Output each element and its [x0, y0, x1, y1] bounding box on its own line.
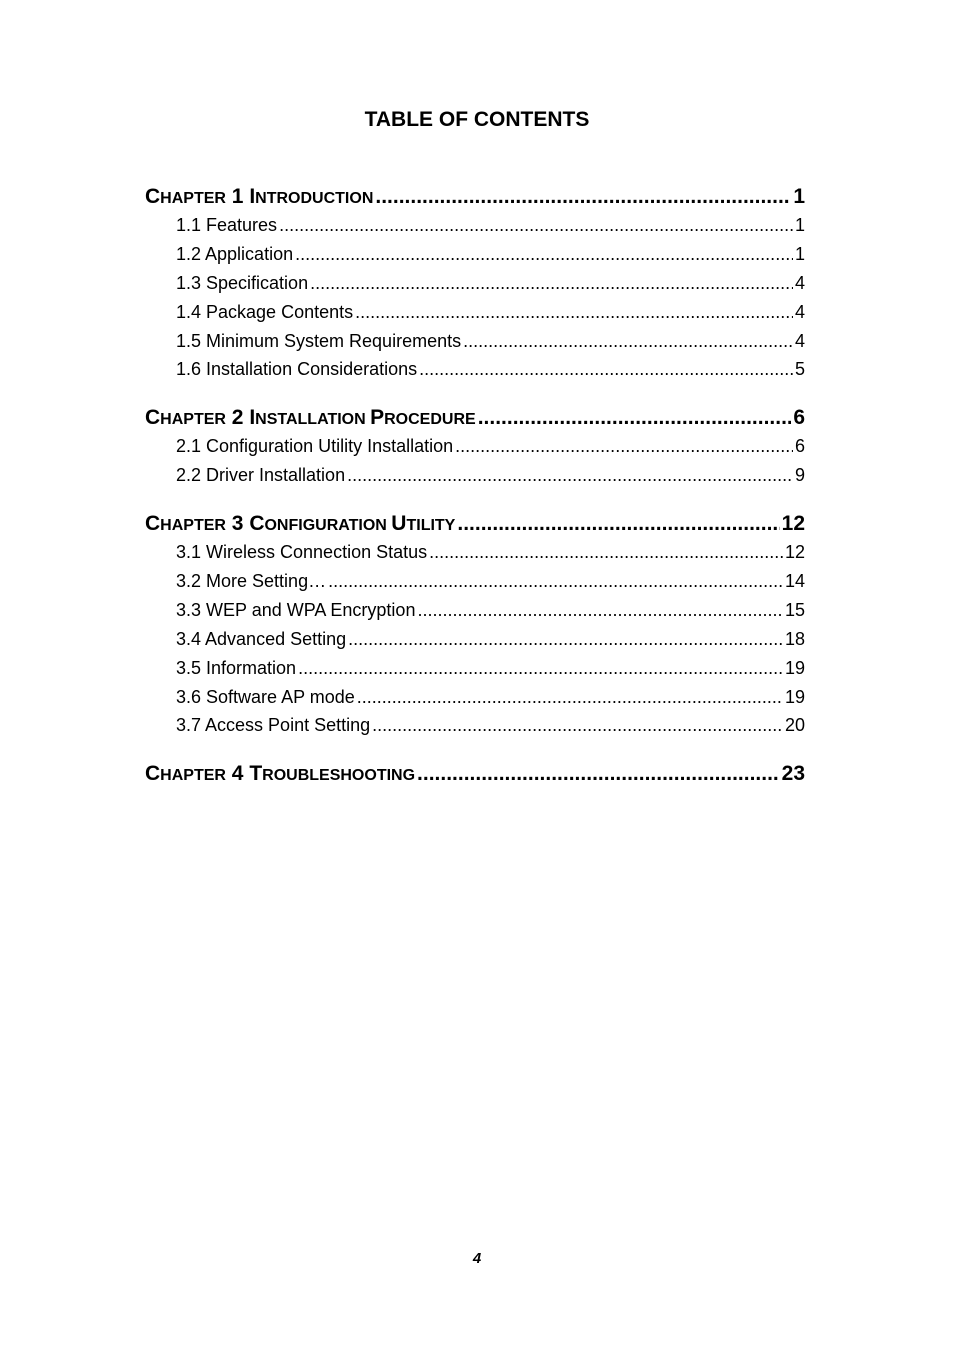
dot-leader — [279, 211, 793, 240]
section-label: 1.3 Specification — [176, 272, 309, 293]
toc-section[interactable] — [145, 240, 805, 269]
section-page-number: 4 — [794, 272, 805, 293]
toc-chapter-4[interactable] — [145, 759, 805, 788]
toc-chapter-2[interactable] — [145, 403, 805, 432]
section-page-number: 6 — [794, 436, 805, 457]
toc-section[interactable] — [145, 269, 805, 298]
toc-section[interactable] — [145, 683, 805, 712]
section-page-number: 1 — [794, 215, 805, 235]
chapter-page-number: 1 — [793, 185, 805, 208]
dot-leader — [328, 567, 783, 596]
toc-section[interactable] — [145, 596, 805, 625]
dot-leader — [298, 654, 783, 683]
section-label: 1.6 Installation Considerations — [176, 359, 418, 380]
section-label: 1.2 Application — [176, 243, 294, 264]
chapter-heading: CHAPTER 2 INSTALLATION PROCEDURE — [145, 406, 476, 430]
chapter-page-number: 12 — [781, 512, 805, 536]
toc-section[interactable] — [145, 625, 805, 654]
dot-leader — [375, 182, 791, 211]
toc-section[interactable] — [145, 327, 805, 356]
section-page-number: 9 — [794, 465, 805, 486]
section-label: 2.1 Configuration Utility Installation — [176, 436, 454, 457]
toc-section[interactable] — [145, 298, 805, 327]
toc-chapter-3[interactable] — [145, 509, 805, 538]
table-of-contents — [145, 182, 805, 788]
dot-leader — [455, 432, 793, 461]
section-label: 1.5 Minimum System Requirements — [176, 330, 462, 351]
toc-section[interactable] — [145, 538, 805, 567]
section-page-number: 4 — [794, 301, 805, 322]
section-page-number: 12 — [784, 542, 805, 563]
section-page-number: 15 — [784, 599, 805, 620]
section-label: 3.5 Information — [176, 657, 297, 678]
chapter-page-number: 23 — [781, 762, 805, 786]
section-label: 3.4 Advanced Setting — [176, 628, 347, 649]
section-page-number: 1 — [794, 243, 805, 264]
section-page-number: 14 — [784, 571, 805, 592]
dot-leader — [419, 355, 793, 384]
dot-leader — [310, 269, 793, 298]
toc-section[interactable] — [145, 355, 805, 384]
dot-leader — [429, 538, 783, 567]
toc-section[interactable] — [145, 567, 805, 596]
dot-leader — [355, 298, 793, 327]
section-label: 1.4 Package Contents — [176, 301, 354, 322]
section-page-number: 19 — [784, 657, 805, 678]
chapter-heading: CHAPTER 4 TROUBLESHOOTING — [145, 762, 416, 786]
dot-leader — [348, 625, 783, 654]
section-label: 3.2 More Setting… — [176, 571, 327, 592]
toc-section[interactable] — [145, 654, 805, 683]
dot-leader — [295, 240, 793, 269]
chapter-heading: CHAPTER 3 CONFIGURATION UTILITY — [145, 512, 456, 536]
chapter-page-number: 6 — [793, 406, 805, 430]
section-page-number: 19 — [784, 686, 805, 707]
dot-leader — [463, 327, 793, 356]
section-page-number: 18 — [784, 628, 805, 649]
footer-page-number: 4 — [472, 1250, 482, 1267]
section-label: 2.2 Driver Installation — [176, 465, 346, 486]
dot-leader — [478, 403, 792, 432]
toc-section[interactable] — [145, 211, 805, 240]
toc-chapter-1[interactable] — [145, 182, 805, 211]
dot-leader — [457, 509, 779, 538]
toc-section[interactable] — [145, 432, 805, 461]
dot-leader — [357, 683, 783, 712]
section-label: 3.6 Software AP mode — [176, 686, 355, 707]
dot-leader — [372, 711, 783, 740]
section-page-number: 5 — [794, 359, 805, 380]
dot-leader — [417, 596, 783, 625]
section-label: 1.1 Features — [176, 215, 278, 235]
dot-leader — [347, 461, 793, 490]
section-label: 3.7 Access Point Setting — [176, 715, 371, 736]
section-label: 3.3 WEP and WPA Encryption — [176, 599, 416, 620]
section-page-number: 20 — [784, 715, 805, 736]
chapter-heading: CHAPTER 1 INTRODUCTION — [145, 185, 374, 208]
dot-leader — [417, 759, 780, 788]
toc-title: TABLE OF CONTENTS — [364, 108, 590, 131]
toc-section[interactable] — [145, 711, 805, 740]
toc-section[interactable] — [145, 461, 805, 490]
section-page-number: 4 — [794, 330, 805, 351]
section-label: 3.1 Wireless Connection Status — [176, 542, 428, 563]
